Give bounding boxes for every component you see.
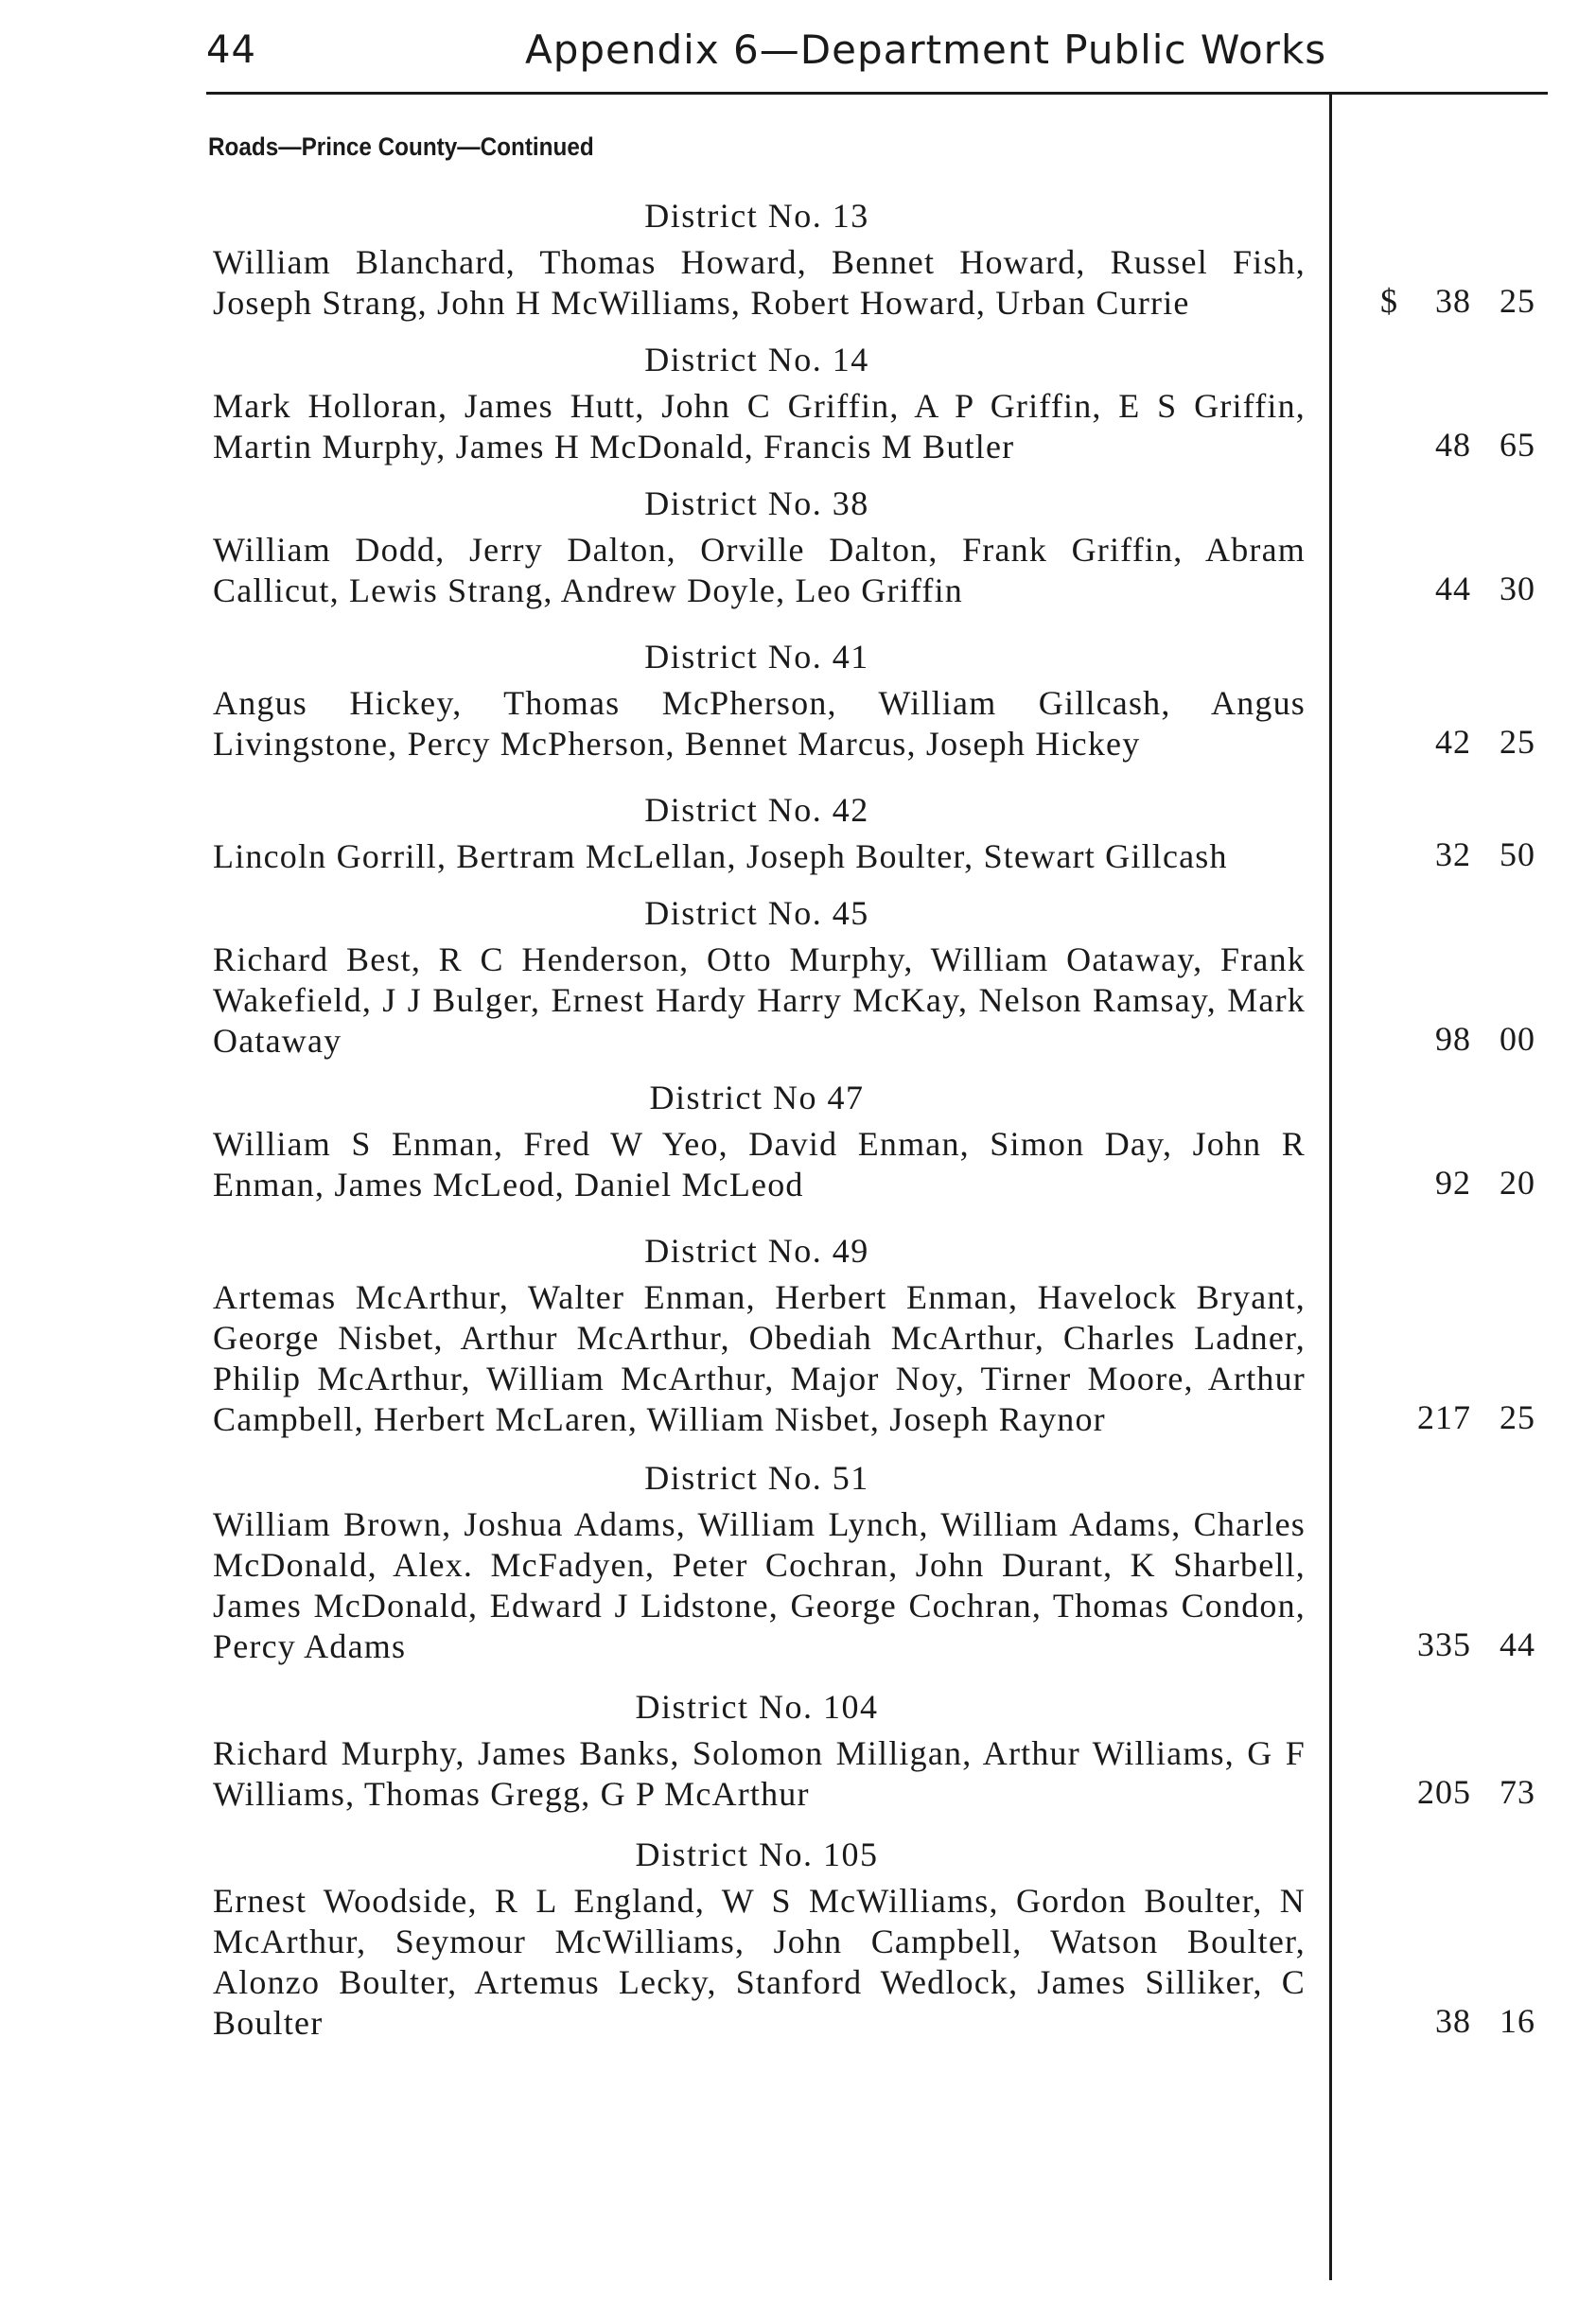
amount-cents: 16 [1500,2002,1535,2040]
district-heading: District No. 45 [644,894,869,932]
district-names: Lincoln Gorrill, Bertram McLellan, Joseph Boulter, Stewart Gillcash [213,837,1228,875]
district-names: Richard Best, R C Henderson, Otto Murphy, William Oataway, Frank Wakefield, J J Bulger, Ernest Hardy Harry McKay, Nelson Ramsay, Mark Oataway [213,940,1306,1060]
amount-cents: 25 [1500,1398,1535,1436]
district-amount [1359,1019,1549,1060]
district-names: Mark Holloran, James Hutt, John C Griffin, A P Griffin, E S Griffin, Martin Murphy, James H McDonald, Francis M Butler [213,387,1306,465]
district-entry [213,1451,1549,1667]
currency-sign: $ [1380,282,1398,320]
district-heading: District No. 105 [635,1836,879,1873]
district-amount [1359,722,1549,763]
district-heading: District No 47 [649,1079,865,1116]
district-heading: District No. 42 [644,791,869,829]
district-entry [213,1828,1549,2044]
district-heading: District No. 41 [644,638,869,676]
district-heading: District No. 14 [644,341,869,378]
district-entry [213,630,1549,764]
district-amount [1359,834,1549,875]
district-entry [213,477,1549,611]
district-names: William Brown, Joshua Adams, William Lynch, William Adams, Charles McDonald, Alex. McFadyen, Peter Cochran, John Durant, K Sharbell, James McDonald, Edward J Lidstone, George Cochran, Thomas Condon, Percy Adams [213,1505,1306,1665]
district-heading: District No. 104 [635,1688,879,1726]
district-amount [1359,1397,1549,1438]
district-list [213,180,1549,2044]
district-heading: District No. 51 [644,1459,869,1497]
amount-dollars: 38 [1435,282,1471,320]
amount-dollars: 92 [1435,1164,1471,1202]
district-amount [1359,1625,1549,1665]
district-entry [213,189,1549,324]
section-title: Roads—Prince County—Continued [208,132,594,161]
amount-dollars: 335 [1417,1625,1471,1663]
amount-cents: 30 [1500,570,1535,607]
amount-cents: 25 [1500,723,1535,761]
amount-dollars: 217 [1417,1398,1471,1436]
page-number: 44 [206,28,256,72]
header-rule [206,92,1548,95]
district-entry [213,1680,1549,1815]
district-heading: District No. 13 [644,197,869,235]
district-heading: District No. 49 [644,1232,869,1270]
amount-dollars: 44 [1435,570,1471,607]
district-amount [1359,2001,1549,2042]
district-names: Ernest Woodside, R L England, W S McWilliams, Gordon Boulter, N McArthur, Seymour McWilliams, John Campbell, Watson Boulter, Alonzo Boulter, Artemus Lecky, Stanford Wedlock, James Silliker, C Boulter [213,1882,1306,2042]
amount-dollars: 32 [1435,835,1471,873]
running-title: Appendix 6—Department Public Works [525,26,1327,73]
amount-cents: 50 [1500,835,1535,873]
district-heading: District No. 38 [644,484,869,522]
district-names: William Dodd, Jerry Dalton, Orville Dalton, Frank Griffin, Abram Callicut, Lewis Strang, Andrew Doyle, Leo Griffin [213,531,1306,609]
district-names: Artemas McArthur, Walter Enman, Herbert Enman, Havelock Bryant, George Nisbet, Arthur McArthur, Obediah McArthur, Charles Ladner, Philip McArthur, William McArthur, Major Noy, Tirner Moore, Arthur Campbell, Herbert McLaren, William Nisbet, Joseph Raynor [213,1278,1306,1438]
amount-cents: 25 [1500,282,1535,320]
amount-cents: 44 [1500,1625,1535,1663]
district-entry [213,783,1549,877]
district-names: Richard Murphy, James Banks, Solomon Milligan, Arthur Williams, G F Williams, Thomas Gregg, G P McArthur [213,1734,1306,1813]
amount-cents: 73 [1500,1773,1535,1811]
district-entry [213,1224,1549,1440]
amount-cents: 65 [1500,426,1535,464]
district-names: William Blanchard, Thomas Howard, Bennet Howard, Russel Fish, Joseph Strang, John H McWilliams, Robert Howard, Urban Currie [213,243,1306,322]
district-entry [213,333,1549,467]
district-entry [213,1071,1549,1205]
district-amount [1359,281,1549,322]
district-amount [1359,425,1549,465]
amount-cents: 20 [1500,1164,1535,1202]
district-amount [1359,1163,1549,1203]
amount-cents: 00 [1500,1020,1535,1058]
district-entry [213,887,1549,1062]
amount-dollars: 98 [1435,1020,1471,1058]
amount-dollars: 42 [1435,723,1471,761]
district-names: Angus Hickey, Thomas McPherson, William Gillcash, Angus Livingstone, Percy McPherson, Bennet Marcus, Joseph Hickey [213,684,1306,763]
amount-dollars: 48 [1435,426,1471,464]
district-names: William S Enman, Fred W Yeo, David Enman, Simon Day, John R Enman, James McLeod, Daniel McLeod [213,1125,1306,1203]
district-amount [1359,1772,1549,1813]
amount-dollars: 38 [1435,2002,1471,2040]
amount-dollars: 205 [1417,1773,1471,1811]
district-amount [1359,569,1549,609]
